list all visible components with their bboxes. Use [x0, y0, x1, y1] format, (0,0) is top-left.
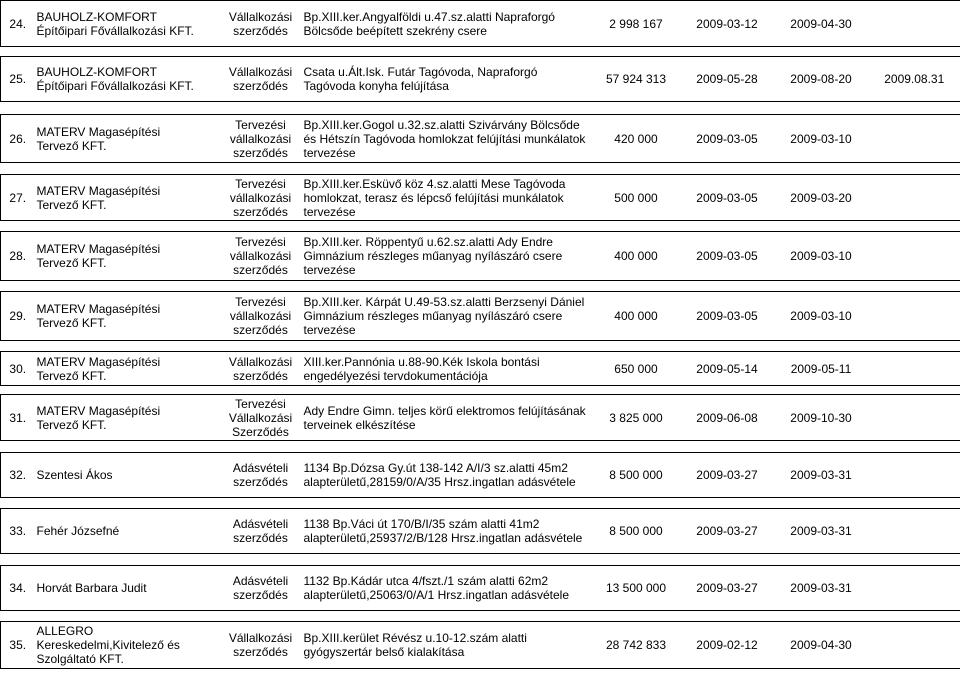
- contract-subject-line: homlokzat, terasz és lépcső felújítási munkálatok: [303, 190, 564, 205]
- table-row: [1, 352, 960, 386]
- table-row: [1, 115, 960, 163]
- contracting-party-line: MATERV Magasépítési: [36, 302, 161, 316]
- row-spacer: [1, 386, 960, 395]
- contract-subject-line: engedélyezési tervdokumentációja: [303, 368, 488, 383]
- contract-type-line: szerződés: [233, 145, 288, 160]
- contract-type-line: szerződés: [233, 323, 288, 337]
- table-row: [1, 57, 960, 102]
- table-row: [1, 395, 960, 441]
- contract-type-line: vállalkozási: [229, 131, 292, 146]
- row-spacer: [1, 221, 960, 232]
- modified-date: [869, 352, 960, 386]
- contract-subject: [302, 453, 592, 498]
- modified-date: [869, 292, 960, 341]
- modified-date: [869, 175, 960, 221]
- contract-subject-line: terveinek elkészítése: [303, 417, 416, 432]
- row-spacer-cell: [1, 281, 960, 292]
- contracting-party-line: Kereskedelmi,Kivitelező és: [36, 638, 180, 652]
- start-date: 2009-03-05: [681, 292, 774, 341]
- contract-subject-line: Bp.XIII.ker.Esküvő köz 4.sz.alatti Mese Tagóvoda: [303, 176, 566, 191]
- contract-subject-line: Bp.XIII.ker. Röppentyű u.62.sz.alatti Ady Endre: [303, 235, 553, 249]
- table-row: [1, 509, 960, 554]
- contracting-party: [35, 292, 220, 341]
- contracting-party-line: MATERV Magasépítési: [36, 124, 161, 139]
- contract-subject-line: Csata u.Ált.Isk. Futár Tagóvoda, Napraforgó: [303, 65, 538, 79]
- table-row: [1, 292, 960, 341]
- contract-subject-line: alapterületű,28159/0/A/35 Hrsz.ingatlan adásvétele: [303, 475, 576, 489]
- contract-type-line: Tervezési: [235, 235, 286, 249]
- row-number: 24.: [1, 1, 35, 47]
- modified-date: [869, 232, 960, 281]
- contract-type-line: Tervezési: [235, 295, 286, 309]
- start-date: 2009-03-05: [681, 175, 774, 221]
- contract-subject-line: tervezése: [303, 204, 356, 219]
- contracting-party-line: Szolgáltató KFT.: [36, 652, 124, 666]
- contract-subject: [302, 57, 592, 102]
- contract-subject-line: Bölcsőde beépített szekrény cserе: [303, 23, 487, 38]
- start-date: 2009-03-05: [681, 232, 774, 281]
- contracting-party-line: Építőipari Fővállalkozási KFT.: [36, 79, 194, 93]
- contract-amount: 13 500 000: [592, 566, 681, 611]
- contract-type-line: szerződés: [233, 475, 288, 489]
- end-date: 2009-08-20: [774, 57, 869, 102]
- row-spacer-cell: [1, 163, 960, 175]
- contract-type-line: vállalkozási: [229, 309, 292, 323]
- end-date: 2009-03-20: [774, 175, 869, 221]
- row-number: 27.: [1, 175, 35, 221]
- contracting-party: [35, 115, 220, 163]
- end-date: 2009-05-11: [774, 352, 869, 386]
- contract-type: [220, 57, 302, 102]
- contracting-party-line: Tervező KFT.: [36, 256, 107, 270]
- contract-subject-line: Ady Endre Gimn. teljes körű elektromos felújításának: [303, 403, 586, 418]
- contract-type-line: szerződés: [233, 79, 288, 93]
- row-spacer: [1, 47, 960, 57]
- contract-amount: 400 000: [592, 292, 681, 341]
- row-number: 28.: [1, 232, 35, 281]
- contract-type-line: Vállalkozási: [228, 410, 293, 425]
- end-date: 2009-04-30: [774, 1, 869, 47]
- contract-amount: 3 825 000: [592, 395, 681, 441]
- row-spacer: [1, 102, 960, 115]
- contract-type-line: vállalkozási: [229, 190, 292, 205]
- start-date: 2009-03-27: [681, 509, 774, 554]
- modified-date: [869, 622, 960, 669]
- row-spacer-cell: [1, 102, 960, 115]
- modified-date: [869, 395, 960, 441]
- contract-subject: [302, 1, 592, 47]
- contract-type: [220, 622, 302, 669]
- start-date: 2009-03-27: [681, 566, 774, 611]
- contract-subject: [302, 115, 592, 163]
- contract-subject-line: Bp.XIII.ker.Angyalföldi u.47.sz.alatti Napraforgó: [303, 9, 555, 24]
- contracting-party: [35, 453, 220, 498]
- contracts-table-body: [1, 1, 960, 669]
- contract-type: [220, 509, 302, 554]
- contract-type: [220, 566, 302, 611]
- start-date: 2009-02-12: [681, 622, 774, 669]
- row-spacer-cell: [1, 498, 960, 509]
- end-date: 2009-03-31: [774, 566, 869, 611]
- contracting-party-line: Fehér Józsefné: [36, 524, 120, 538]
- contracting-party-line: Építőipari Fővállalkozási KFT.: [36, 23, 194, 38]
- contract-type-line: szerződés: [233, 368, 288, 383]
- contract-amount: 500 000: [592, 175, 681, 221]
- contracting-party: [35, 566, 220, 611]
- contract-type-line: Vállalkozási: [228, 631, 293, 645]
- contracting-party-line: Horvát Barbara Judit: [36, 581, 147, 595]
- contract-subject: [302, 395, 592, 441]
- row-number: 32.: [1, 453, 35, 498]
- contracting-party-line: MATERV Magasépítési: [36, 242, 161, 256]
- end-date: 2009-10-30: [774, 395, 869, 441]
- contract-type-line: Adásvételi: [232, 461, 289, 475]
- contracting-party-line: ALLEGRO: [36, 624, 94, 638]
- row-spacer: [1, 341, 960, 352]
- contract-subject-line: XIII.ker.Pannónia u.88-90.Kék Iskola bontási: [303, 354, 540, 369]
- contract-subject-line: Bp.XIII.ker. Kárpát U.49-53.sz.alatti Berzsenyi Dániel: [303, 295, 585, 309]
- row-spacer-cell: [1, 554, 960, 566]
- contract-subject-line: 1132 Bp.Kádár utca 4/fszt./1 szám alatti 62m2: [303, 574, 549, 588]
- contract-subject: [302, 292, 592, 341]
- contract-subject: [302, 352, 592, 386]
- contract-subject: [302, 509, 592, 554]
- start-date: 2009-03-12: [681, 1, 774, 47]
- table-row: [1, 175, 960, 221]
- contract-type-line: szerződés: [233, 204, 288, 219]
- contracting-party: [35, 1, 220, 47]
- row-number: 31.: [1, 395, 35, 441]
- contract-amount: 57 924 313: [592, 57, 681, 102]
- contracting-party-line: BAUHOLZ-KOMFORT: [36, 65, 157, 79]
- table-row: [1, 453, 960, 498]
- row-spacer-cell: [1, 341, 960, 352]
- contract-type: [220, 1, 302, 47]
- row-number: 26.: [1, 115, 35, 163]
- row-spacer: [1, 441, 960, 453]
- modified-date: [869, 566, 960, 611]
- contract-subject-line: Gimnázium részleges műanyag nyílászáró csere: [303, 249, 563, 263]
- contract-type-line: vállalkozási: [229, 249, 292, 263]
- contract-subject: [302, 566, 592, 611]
- contract-subject: [302, 232, 592, 281]
- row-spacer: [1, 554, 960, 566]
- contract-type-line: Vállalkozási: [228, 65, 293, 79]
- contract-subject-line: Bp.XIII.kerület Révész u.10-12.szám alatti: [303, 631, 527, 645]
- contract-subject-line: alapterületű,25937/2/B/128 Hrsz.ingatlan adásvétele: [303, 531, 583, 545]
- contract-amount: 8 500 000: [592, 509, 681, 554]
- end-date: 2009-03-10: [774, 115, 869, 163]
- contract-type-line: Vállalkozási: [228, 9, 293, 24]
- end-date: 2009-03-31: [774, 453, 869, 498]
- table-row: [1, 622, 960, 669]
- contracting-party-line: Tervező KFT.: [36, 138, 107, 153]
- contract-amount: 420 000: [592, 115, 681, 163]
- contract-type-line: Tervezési: [235, 176, 286, 191]
- contract-amount: 400 000: [592, 232, 681, 281]
- contract-type-line: Tervezési: [235, 117, 286, 132]
- contract-subject-line: gyógyszertár belső kialakítása: [303, 645, 465, 659]
- row-spacer-cell: [1, 386, 960, 395]
- start-date: 2009-03-27: [681, 453, 774, 498]
- end-date: 2009-03-10: [774, 232, 869, 281]
- contract-subject-line: 1138 Bp.Váci út 170/B/I/35 szám alatti 41m2: [303, 517, 540, 531]
- row-spacer: [1, 163, 960, 175]
- contract-type-line: Tervezési: [235, 396, 286, 411]
- contract-type: [220, 232, 302, 281]
- contracting-party: [35, 622, 220, 669]
- contracting-party-line: Tervező KFT.: [36, 197, 107, 212]
- contract-type: [220, 175, 302, 221]
- row-number: 33.: [1, 509, 35, 554]
- contracting-party: [35, 232, 220, 281]
- end-date: 2009-03-31: [774, 509, 869, 554]
- start-date: 2009-03-05: [681, 115, 774, 163]
- contracting-party-line: MATERV Magasépítési: [36, 183, 161, 198]
- contract-subject-line: Bp.XIII.ker.Gogol u.32.sz.alatti Szivárvány Bölcsőde: [303, 117, 580, 132]
- contract-type-line: Adásvételi: [232, 574, 289, 588]
- row-spacer-cell: [1, 221, 960, 232]
- table-row: [1, 1, 960, 47]
- contract-type-line: szerződés: [233, 263, 288, 277]
- end-date: 2009-03-10: [774, 292, 869, 341]
- contract-subject-line: Tagóvoda konyha felújítása: [303, 79, 449, 93]
- contract-amount: 8 500 000: [592, 453, 681, 498]
- contracting-party-line: Tervező KFT.: [36, 368, 107, 383]
- contract-subject: [302, 175, 592, 221]
- row-number: 29.: [1, 292, 35, 341]
- start-date: 2009-05-28: [681, 57, 774, 102]
- table-row: [1, 566, 960, 611]
- contracting-party-line: Tervező KFT.: [36, 316, 107, 330]
- contract-type: [220, 352, 302, 386]
- row-spacer: [1, 281, 960, 292]
- contracting-party: [35, 57, 220, 102]
- contracting-party-line: Szentesi Ákos: [36, 468, 113, 482]
- row-number: 34.: [1, 566, 35, 611]
- contract-subject-line: tervezése: [303, 323, 356, 337]
- contracting-party-line: MATERV Magasépítési: [36, 403, 161, 418]
- contract-subject-line: tervezése: [303, 263, 356, 277]
- modified-date: [869, 1, 960, 47]
- modified-date: [869, 453, 960, 498]
- row-spacer: [1, 498, 960, 509]
- row-number: 35.: [1, 622, 35, 669]
- start-date: 2009-05-14: [681, 352, 774, 386]
- row-number: 30.: [1, 352, 35, 386]
- contract-type-line: szerződés: [233, 531, 288, 545]
- row-number: 25.: [1, 57, 35, 102]
- contract-type: [220, 115, 302, 163]
- modified-date: 2009.08.31: [869, 57, 960, 102]
- contract-subject-line: tervezése: [303, 145, 356, 160]
- contract-type: [220, 395, 302, 441]
- contract-type: [220, 292, 302, 341]
- contract-type-line: Adásvételi: [232, 517, 289, 531]
- contract-subject-line: alapterületű,25063/0/A/1 Hrsz.ingatlan adásvétele: [303, 588, 570, 602]
- contracting-party: [35, 395, 220, 441]
- contracting-party-line: MATERV Magasépítési: [36, 354, 161, 369]
- modified-date: [869, 115, 960, 163]
- row-spacer-cell: [1, 47, 960, 57]
- contract-subject-line: és Hétszín Tagóvoda homlokzat felújítási munkálatok: [303, 131, 586, 146]
- contract-subject-line: 1134 Bp.Dózsa Gy.út 138-142 A/I/3 sz.alatti 45m2: [303, 461, 568, 475]
- contract-type-line: szerződés: [233, 23, 288, 38]
- contract-type-line: Szerződés: [232, 424, 289, 439]
- contracting-party: [35, 175, 220, 221]
- row-spacer-cell: [1, 441, 960, 453]
- contract-type-line: szerződés: [233, 588, 288, 602]
- row-spacer-cell: [1, 611, 960, 622]
- contract-type: [220, 453, 302, 498]
- row-spacer: [1, 611, 960, 622]
- contract-amount: 650 000: [592, 352, 681, 386]
- contracting-party: [35, 509, 220, 554]
- contract-amount: 28 742 833: [592, 622, 681, 669]
- contract-type-line: Vállalkozási: [228, 354, 293, 369]
- contract-amount: 2 998 167: [592, 1, 681, 47]
- table-row: [1, 232, 960, 281]
- start-date: 2009-06-08: [681, 395, 774, 441]
- contract-type-line: szerződés: [233, 645, 288, 659]
- contract-subject-line: Gimnázium részleges műanyag nyílászáró csere: [303, 309, 563, 323]
- end-date: 2009-04-30: [774, 622, 869, 669]
- contracting-party-line: Tervező KFT.: [36, 417, 107, 432]
- contracting-party-line: BAUHOLZ-KOMFORT: [36, 9, 157, 24]
- contract-subject: [302, 622, 592, 669]
- contracting-party: [35, 352, 220, 386]
- modified-date: [869, 509, 960, 554]
